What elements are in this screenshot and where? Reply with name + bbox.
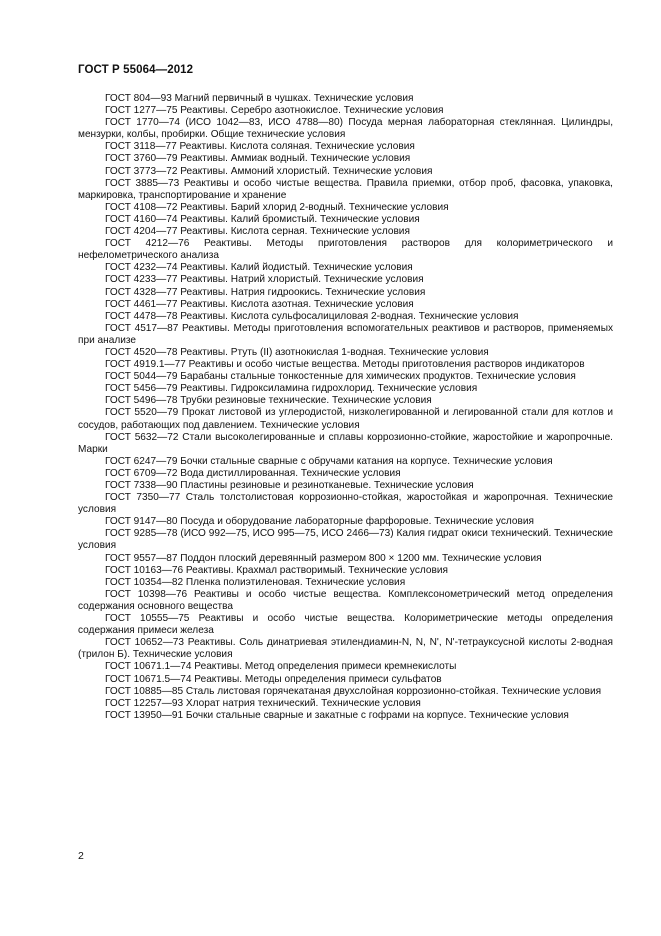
reference-entry: ГОСТ 9285—78 (ИСО 992—75, ИСО 995—75, ИСО 2466—73) Калия гидрат окиси технический. Технические условия bbox=[78, 528, 613, 552]
reference-entry: ГОСТ 4461—77 Реактивы. Кислота азотная. Технические условия bbox=[105, 298, 414, 310]
normative-references-list bbox=[78, 93, 613, 722]
reference-entry: ГОСТ 10652—73 Реактивы. Соль динатриевая этилендиамин-N, N, N', N'-тетрауксусной кислоты 2-водная (трилон Б). Технические условия bbox=[78, 637, 613, 661]
page-number: 2 bbox=[78, 850, 84, 862]
reference-entry: ГОСТ 10555—75 Реактивы и особо чистые вещества. Колориметрические методы определения содержания примеси железа bbox=[78, 613, 613, 637]
reference-entry: ГОСТ 5520—79 Прокат листовой из углеродистой, низколегированной и легированной стали для котлов и сосудов, работающих под давлением. Технические условия bbox=[78, 407, 613, 431]
reference-entry: ГОСТ 10163—76 Реактивы. Крахмал растворимый. Технические условия bbox=[105, 564, 448, 576]
reference-entry: ГОСТ 7350—77 Сталь толстолистовая коррозионно-стойкая, жаростойкая и жаропрочная. Технические условия bbox=[78, 492, 613, 516]
reference-entry: ГОСТ 1770—74 (ИСО 1042—83, ИСО 4788—80) Посуда мерная лабораторная стеклянная. Цилиндры, мензурки, колбы, пробирки. Общие технические условия bbox=[78, 117, 613, 141]
reference-entry: ГОСТ 804—93 Магний первичный в чушках. Технические условия bbox=[105, 93, 414, 104]
reference-entry: ГОСТ 5456—79 Реактивы. Гидроксиламина гидрохлорид. Технические условия bbox=[105, 383, 478, 395]
reference-entry: ГОСТ 6247—79 Бочки стальные сварные с обручами катания на корпусе. Технические условия bbox=[105, 455, 553, 467]
reference-entry: ГОСТ 6709—72 Вода дистиллированная. Технические условия bbox=[105, 467, 401, 479]
reference-entry: ГОСТ 4160—74 Реактивы. Калий бромистый. Технические условия bbox=[105, 213, 420, 225]
reference-entry: ГОСТ 9557—87 Поддон плоский деревянный размером 800 × 1200 мм. Технические условия bbox=[105, 552, 542, 564]
reference-entry: ГОСТ 10671.1—74 Реактивы. Метод определения примеси кремнекислоты bbox=[105, 661, 457, 673]
reference-entry: ГОСТ 3885—73 Реактивы и особо чистые вещества. Правила приемки, отбор проб, фасовка, упаковка, маркировка, транспортирование и хранение bbox=[78, 177, 613, 201]
reference-entry: ГОСТ 10398—76 Реактивы и особо чистые вещества. Комплексонометрический метод определения содержания основного вещества bbox=[78, 588, 613, 612]
reference-entry: ГОСТ 4919.1—77 Реактивы и особо чистые вещества. Методы приготовления растворов индикаторов bbox=[105, 359, 585, 371]
reference-entry: ГОСТ 5044—79 Барабаны стальные тонкостенные для химических продуктов. Технические условия bbox=[105, 371, 576, 383]
reference-entry: ГОСТ 9147—80 Посуда и оборудование лабораторные фарфоровые. Технические условия bbox=[105, 516, 534, 528]
reference-entry: ГОСТ 5496—78 Трубки резиновые технические. Технические условия bbox=[105, 395, 432, 407]
reference-entry: ГОСТ 10671.5—74 Реактивы. Методы определения примеси сульфатов bbox=[105, 673, 442, 685]
reference-entry: ГОСТ 4232—74 Реактивы. Калий йодистый. Технические условия bbox=[105, 262, 413, 274]
reference-entry: ГОСТ 3773—72 Реактивы. Аммоний хлористый. Технические условия bbox=[105, 165, 433, 177]
reference-entry: ГОСТ 3118—77 Реактивы. Кислота соляная. Технические условия bbox=[105, 141, 415, 153]
reference-entry: ГОСТ 4204—77 Реактивы. Кислота серная. Технические условия bbox=[105, 226, 410, 238]
reference-entry: ГОСТ 3760—79 Реактивы. Аммиак водный. Технические условия bbox=[105, 153, 411, 165]
reference-entry: ГОСТ 4517—87 Реактивы. Методы приготовления вспомогательных реактивов и растворов, применяемых при анализе bbox=[78, 322, 613, 346]
reference-entry: ГОСТ 1277—75 Реактивы. Серебро азотнокислое. Технические условия bbox=[105, 105, 444, 117]
reference-entry: ГОСТ 4233—77 Реактивы. Натрий хлористый. Технические условия bbox=[105, 274, 424, 286]
reference-entry: ГОСТ 4520—78 Реактивы. Ртуть (II) азотнокислая 1-водная. Технические условия bbox=[105, 346, 489, 358]
reference-entry: ГОСТ 5632—72 Стали высоколегированные и сплавы коррозионно-стойкие, жаростойкие и жаропрочные. Марки bbox=[78, 431, 613, 455]
reference-entry: ГОСТ 13950—91 Бочки стальные сварные и закатные с гофрами на корпусе. Технические условия bbox=[105, 709, 569, 721]
reference-entry: ГОСТ 10885—85 Сталь листовая горячекатаная двухслойная коррозионно-стойкая. Технические условия bbox=[105, 685, 602, 697]
reference-entry: ГОСТ 4108—72 Реактивы. Барий хлорид 2-водный. Технические условия bbox=[105, 201, 449, 213]
reference-entry: ГОСТ 10354—82 Пленка полиэтиленовая. Технические условия bbox=[105, 576, 406, 588]
reference-entry: ГОСТ 12257—93 Хлорат натрия технический. Технические условия bbox=[105, 697, 421, 709]
reference-entry: ГОСТ 4212—76 Реактивы. Методы приготовления растворов для колориметрического и нефелометрического анализа bbox=[78, 238, 613, 262]
reference-entry: ГОСТ 4328—77 Реактивы. Натрия гидроокись. Технические условия bbox=[105, 286, 426, 298]
reference-entry: ГОСТ 7338—90 Пластины резиновые и резинотканевые. Технические условия bbox=[105, 480, 474, 491]
document-header: ГОСТ Р 55064—2012 bbox=[78, 64, 194, 76]
reference-entry: ГОСТ 4478—78 Реактивы. Кислота сульфосалициловая 2-водная. Технические условия bbox=[105, 310, 519, 322]
